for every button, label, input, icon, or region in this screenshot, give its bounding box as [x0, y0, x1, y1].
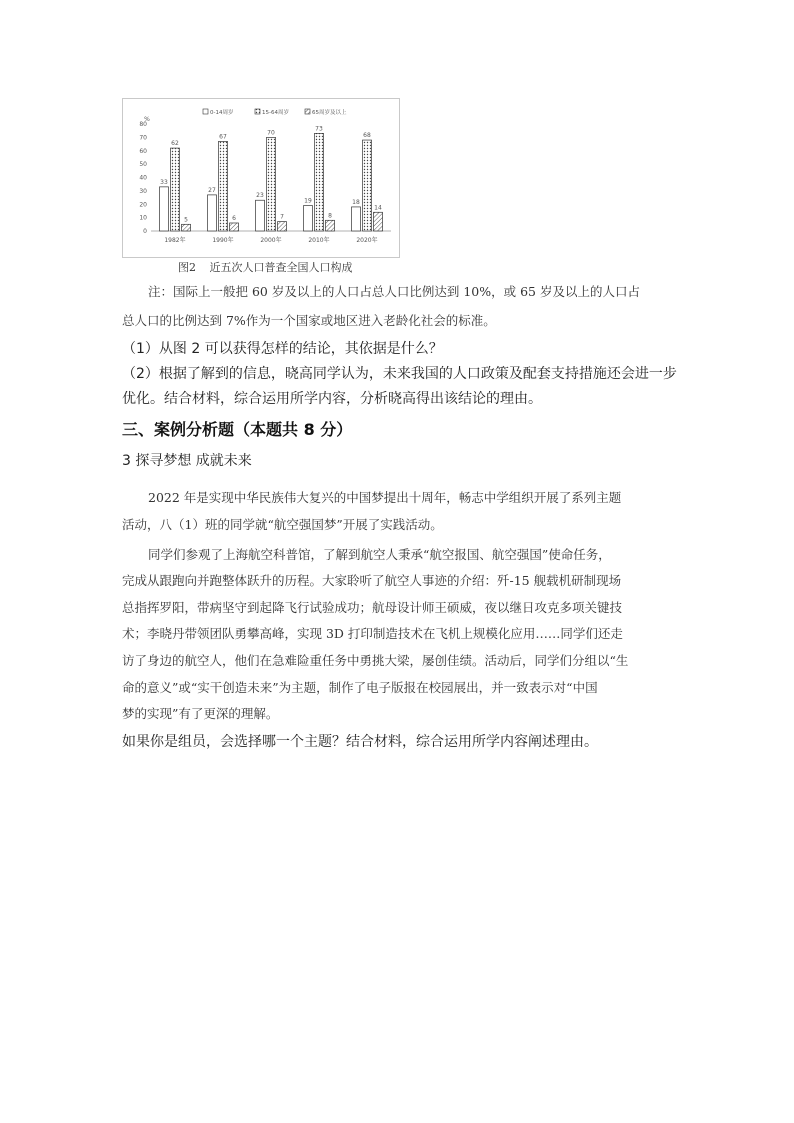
bar-value-label: 70: [267, 129, 275, 137]
question-1: （1）从图 2 可以获得怎样的结论，其依据是什么？: [122, 341, 443, 357]
figure-title: 近五次人口普查全国人口构成: [209, 261, 353, 274]
bar: [363, 140, 372, 231]
figure-caption: [178, 259, 363, 275]
x-tick-label: 2000年: [260, 237, 282, 244]
legend-label: 65周岁及以上: [312, 110, 347, 116]
bar: [182, 224, 191, 231]
section-3-heading: 三、案例分析题（本题共 8 分）: [122, 420, 353, 439]
question-2-line-2: 优化。结合材料，综合运用所学内容，分析晓高得出该结论的理由。: [122, 391, 542, 407]
paragraph-2-line-2: 完成从跟跑向并跑整体跃升的历程。大家聆听了航空人事迹的介绍：歼-15 舰载机研制现场: [122, 573, 622, 588]
question-3: 如果你是组员，会选择哪一个主题？结合材料，综合运用所学内容阐述理由。: [122, 734, 598, 750]
y-tick-label: 10: [139, 214, 147, 222]
bar-value-label: 18: [352, 198, 360, 206]
y-tick-label: 60: [139, 147, 147, 155]
bar-value-label: 27: [208, 186, 216, 194]
bar: [219, 141, 228, 231]
x-tick-label: 2010年: [308, 237, 330, 244]
bar: [267, 137, 276, 231]
bar: [304, 206, 313, 231]
paragraph-2-line-3: 总指挥罗阳，带病坚守到起降飞行试验成功；航母设计师王硕威，夜以继日攻克多项关键技: [122, 600, 623, 615]
paragraph-1-line-2: 活动，八（1）班的同学就“航空强国梦”开展了实践活动。: [122, 517, 443, 532]
paragraph-1-line-1: 2022 年是实现中华民族伟大复兴的中国梦提出十周年，畅志中学组织开展了系列主题: [148, 490, 622, 505]
bar: [160, 187, 169, 231]
bar-value-label: 14: [374, 204, 382, 212]
note-line-2: 总人口的比例达到 7%作为一个国家或地区进入老龄化社会的标准。: [122, 313, 496, 328]
y-tick-label: 70: [139, 134, 147, 142]
bar-value-label: 62: [171, 140, 179, 148]
bar: [208, 195, 217, 231]
bar: [278, 222, 287, 231]
bar-value-label: 6: [232, 214, 236, 222]
paragraph-2-line-5: 访了身边的航空人，他们在急难险重任务中勇挑大梁，屡创佳绩。活动后，同学们分组以“生: [122, 653, 629, 668]
bar-value-label: 5: [184, 216, 188, 224]
paragraph-2-line-4: 术；李晓丹带领团队勇攀高峰，实现 3D 打印制造技术在飞机上规模化应用……同学们还走: [122, 626, 623, 641]
x-tick-label: 1990年: [212, 237, 234, 244]
bar: [256, 200, 265, 231]
bar: [171, 148, 180, 231]
population-chart-svg: [123, 99, 399, 257]
legend-swatch: [305, 109, 310, 114]
paragraph-2-line-6: 命的意义”或“实干创造未来”为主题，制作了电子版报在校园展出，并一致表示对“中国: [122, 680, 598, 695]
x-tick-label: 2020年: [356, 237, 378, 244]
y-tick-label: 40: [139, 174, 147, 182]
bar-value-label: 33: [160, 178, 168, 186]
y-tick-label: 30: [139, 187, 147, 195]
figure-number: 图2: [178, 261, 196, 274]
bar-value-label: 73: [315, 125, 323, 133]
y-tick-label: 50: [139, 161, 147, 169]
bar: [315, 133, 324, 231]
note-line-1: 注：国际上一般把 60 岁及以上的人口占总人口比例达到 10%，或 65 岁及以上的人口占: [148, 284, 640, 299]
population-chart: [122, 98, 400, 258]
bar-value-label: 19: [304, 197, 312, 205]
bar: [352, 207, 361, 231]
item-3-title: 3 探寻梦想 成就未来: [122, 453, 252, 469]
x-tick-label: 1982年: [164, 237, 186, 244]
paragraph-2-line-7: 梦的实现”有了更深的理解。: [122, 706, 279, 721]
bar-value-label: 67: [219, 133, 227, 141]
y-tick-label: 80: [139, 121, 147, 128]
bar-value-label: 23: [256, 192, 264, 200]
bar: [230, 223, 239, 231]
bar-value-label: 8: [328, 212, 332, 220]
paragraph-2-line-1: 同学们参观了上海航空科普馆，了解到航空人秉承“航空报国、航空强国”使命任务，: [148, 547, 611, 562]
bar-value-label: 68: [363, 132, 371, 140]
legend-label: 0-14周岁: [210, 110, 234, 116]
legend-swatch: [203, 109, 208, 114]
bar: [374, 212, 383, 231]
question-2-line-1: （2）根据了解到的信息，晓高同学认为，未来我国的人口政策及配套支持措施还会进一步: [122, 366, 677, 382]
bar-value-label: 7: [280, 213, 284, 221]
y-tick-label: 0: [143, 228, 147, 235]
y-unit-label: %: [144, 116, 150, 123]
legend-label: 15-64周岁: [262, 110, 289, 116]
legend-swatch: [255, 109, 260, 114]
bar: [326, 220, 335, 231]
y-tick-label: 20: [139, 201, 147, 209]
